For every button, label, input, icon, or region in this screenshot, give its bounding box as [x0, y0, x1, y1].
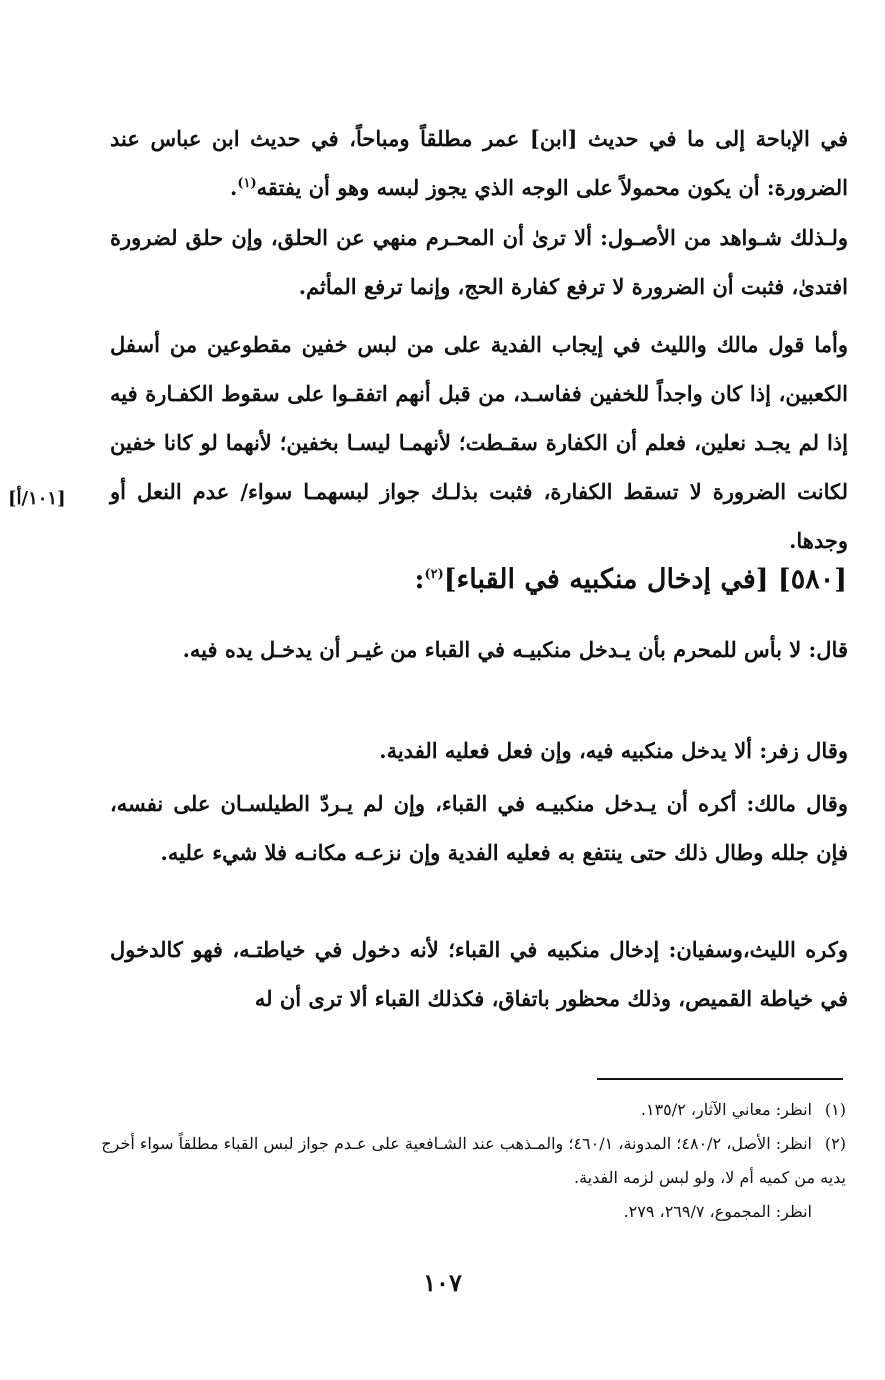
paragraph-4: [110, 625, 848, 674]
footnote-2: [100, 1127, 846, 1195]
paragraph-1-end: .: [230, 175, 238, 200]
paragraph-7-text: وكره الليث،وسفيان: إدخال منكبيه في القباء؛ لأنه دخول في خياطتـه، فهو كالدخول في خياطة القميص، وذلك محظور باتفاق، فكذلك القباء ألا ترى أن له: [110, 937, 848, 1011]
paragraph-4-text: قال: لا بأس للمحرم بأن يـدخل منكبيـه في القباء من غيـر أن يدخـل يده فيه.: [182, 637, 848, 662]
footnotes: [100, 1093, 846, 1229]
paragraph-7: [110, 925, 848, 1023]
paragraph-6: [110, 779, 848, 877]
paragraph-6-text: وقال مالك: أكره أن يـدخل منكبيـه في القباء، وإن لم يـردّ الطيلسـان على نفسه، فإن جلله وطال ذلك حتى ينتفع به فعليه الفدية وإن نزعـه مكانـه فلا شيء عليه.: [110, 791, 848, 865]
paragraph-1: [110, 114, 848, 212]
paragraph-3-text: وأما قول مالك والليث في إيجاب الفدية على من لبس خفين مقطوعين من أسفل الكعبين، إذا كان واجداً للخفين ففاسـد، من قبل أنهم اتفقـوا على سقوط الكفـارة فيه إذا لم يجـد نعلين، فعلم أن الكفارة سقـطت؛ لأنهمـا ليسـا بخفين؛ لأنهما لو كانا خفين لكانت الضرورة لا تسقط الكفارة، فثبت بذلـك جواز لبسهمـا سواء/ عدم النعل أو وجدها.: [110, 332, 848, 553]
footnote-divider: [597, 1078, 843, 1080]
footnote-ref-1: (١): [237, 176, 257, 191]
paragraph-5: [110, 726, 848, 775]
footnote-ref-2: (٢): [424, 567, 444, 582]
margin-folio-note: [١٠١/أ]: [8, 488, 66, 509]
paragraph-2-text: ولـذلك شـواهد من الأصـول: ألا ترىٰ أن المحـرم منهي عن الحلق، وإن حلق لضرورة افتدىٰ، فثبت أن الضرورة لا ترفع كفارة الحج، وإنما ترفع المأثم.: [110, 225, 848, 299]
footnote-2-number: (٢): [824, 1134, 846, 1153]
section-heading-end: :: [414, 564, 425, 595]
paragraph-3: [110, 320, 848, 565]
paragraph-1-text: في الإباحة إلى ما في حديث [ابن] عمر مطلقاً ومباحاً، في حديث ابن عباس عند الضرورة: أن يكون محمولاً على الوجه الذي يجوز لبسه وهو أن يفتقه: [110, 126, 848, 200]
footnote-2-text: انظر: الأصل، ٤٨٠/٢؛ المدونة، ٤٦٠/١؛ والمـذهب عند الشـافعية على عـدم جواز لبس القباء مطلقاً سواء أخرج يديه من كميه أم لا، ولو لبس لزمه الفدية.: [101, 1134, 846, 1187]
footnote-1-text: انظر: معاني الآثار، ١٣٥/٢.: [640, 1100, 812, 1119]
section-heading: [87, 555, 847, 605]
footnote-1-number: (١): [824, 1100, 846, 1119]
paragraph-5-text: وقال زفر: ألا يدخل منكبيه فيه، وإن فعل فعليه الفدية.: [379, 738, 848, 763]
paragraph-2: [110, 213, 848, 311]
footnote-1: [100, 1093, 846, 1127]
section-heading-text: [٥٨٠] [في إدخال منكبيه في القباء]: [443, 564, 847, 595]
page-number: ١٠٧: [423, 1268, 462, 1297]
footnote-2-extra: انظر: المجموع، ٢٦٩/٧، ٢٧٩.: [623, 1202, 812, 1221]
